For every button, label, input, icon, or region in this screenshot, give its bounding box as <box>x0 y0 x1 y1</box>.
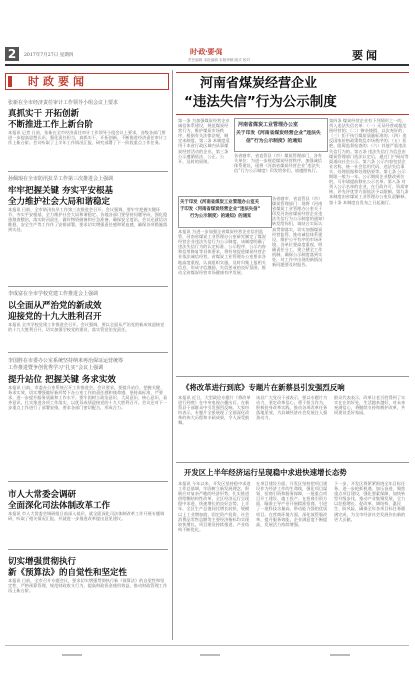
banner-label: 时政要闻 <box>28 75 88 88</box>
footer-ornament-left <box>62 654 82 656</box>
article6-title-line2: 新《预算法》的自觉性和坚定性 <box>8 568 128 578</box>
editor-line: 责任编辑 本报编辑 本版审稿 版式 校对 <box>188 58 251 62</box>
divider-a2 <box>8 286 168 287</box>
article4-kicker-line1: 李国胜在市委办公室系统坚持纳米再治保证运营统筹 <box>8 358 124 364</box>
article5-title-line2: 全面深化司法体制改革工作 <box>8 501 111 511</box>
story1-col1: 第一条 为加强煤炭经营企业诚信体系建设，规范煤炭经营行为，维护煤炭市场秩序，根据有关法律法规，制定本制度。第二条 本制度适用于本省行政区域内从事煤炭经营活动的企业。第三条 公示遵循依法、公正、公开、及时的原则。 <box>178 118 230 164</box>
footer-rule <box>5 645 409 646</box>
article2-kicker: 孙佩琅在全市防汛抗旱工作第三次推进会上强调 <box>8 176 114 182</box>
column-divider <box>172 70 173 640</box>
notice2-line1: 关于印发《河南省煤炭工业管理办公室关 <box>180 200 260 205</box>
article2-title-line2: 全力维护社会大局和谐稳定 <box>8 197 111 207</box>
article1-kicker: 张新在全市经济责任审计工作领导小组会议上要求 <box>8 100 119 106</box>
headline-rule-top <box>176 72 409 73</box>
notice2-line3: 行为公示制度〉的通知》的通知 <box>190 214 252 219</box>
notice2-line2: 于印发〈河南省煤炭经营企业“违法失信” <box>180 207 261 212</box>
story1-col3: 第四条 煤炭经营企业有下列情形之一的，列入违法失信名单：（一）无证经营或超范围经营的；（二）掺杂使假、以次充好的；（三）拒不执行煤炭质量标准的；（四）违反国家价格政策扰乱市场秩序的；（五）拒绝、阻碍监督检查的；（六）其他严重违法失信行为的。第五条 违法失信行为信息由煤炭管理部门依法认定后，通过门户网站等渠道向社会公示。第六条 公示内容包括企业名称、统一社会信用代码、违法失信事实、处理依据和处理结果等。第七条 公示期限一般为一年。公示期间企业整改到位的，可申请提前移出公示名单。第八条 对列入公示名单的企业，在行政许可、资质审核、评先评优等方面依法予以限制。第九条 本制度由省煤炭工业管理办公室负责解释。第十条 本制度自发布之日起施行。 <box>329 118 409 205</box>
footer-ornament-mid <box>200 654 220 656</box>
article5-body: 本报讯 市人大常委会调研组日前深入基层，就全面深化司法体制改革工作开展专题调研，听取了相关情况汇报，并就进一步推进改革提出意见建议。 <box>8 511 165 522</box>
story3-title: 开发区上半年经济运行呈现稳中求进快速增长态势 <box>184 468 347 477</box>
story2-body-col2: 该县广大党员干部表示，要以专题片为动力，坚定改革信心，勇于担当作为，积极投身改革实践，推动各项改革任务落地见效，为县域经济社会发展注入强劲动力。 <box>256 395 328 421</box>
article3-title-line2: 迎接党的十九大胜利召开 <box>8 312 102 322</box>
section-banner <box>5 73 169 90</box>
article1-title-line1: 真抓实干 开拓创新 <box>8 109 79 119</box>
date-line: 2017年7月27日 星期四 <box>24 53 74 58</box>
main-headline-line2: “违法失信”行为公示制度 <box>184 94 337 110</box>
headline-rule-bottom <box>176 114 409 115</box>
divider-a1 <box>8 171 168 172</box>
divider-story1 <box>176 376 409 377</box>
story3-body-col3: 下一步，开发区将紧紧围绕全年目标任务，进一步抢抓机遇、加压奋进，聚焦重点项目建设，强化要素保障，加快转型升级步伐，推动产业集聚发展，全力以赴稳增长、促改革、调结构、惠民生、防风险，确保全年各项目标任务圆满完成，为全市经济社会发展作出新的更大贡献。 <box>334 481 406 522</box>
article5-title-line1: 市人大常委会调研 <box>8 490 77 500</box>
article4-kicker-line2: 工作推进暨争创优秀学习“扎实”会议上强调 <box>8 365 104 371</box>
story3-body-col1: 本报讯 今年以来，开发区坚持稳中求进工作总基调，牢固树立新发展理念，积极应对复杂严峻的经济形势，扎实推进供给侧结构性改革，全区经济运行呈现稳中求进、快速增长的良好态势。上半年，全区生产总值同比增长较快，规模以上工业增加值、固定资产投资、社会消费品零售总额等主要经济指标均实现较快增长，项目建设持续推进，产业结构不断优化。 <box>178 481 251 532</box>
article1-title-line2: 不断推进工作上新台阶 <box>8 120 94 130</box>
article3-kicker: 李成富在全市学校党建工作推进会上强调 <box>8 291 99 297</box>
page-number: 2 <box>7 47 17 61</box>
notice1-line1: 河南省煤炭工业管理办公室 <box>238 122 299 128</box>
divider-a5 <box>8 549 168 550</box>
article6-body: 本报讯 日前，全市召开专题会议，要求切实增强贯彻执行新《预算法》的自觉性和坚定性，严格预算管理，规范财政收支行为，提高财政资金使用效益，推动财政管理工作再上新台阶。 <box>8 578 168 594</box>
notice1-line2: 关于印发《河南省煤炭经营企业“违法失 <box>236 131 321 136</box>
story1-col1b: 本报讯 为进一步加强全省煤炭经营企业信用监管，河南省煤炭工业管理办公室研究制定了煤炭经营企业违法失信行为公示制度。该制度明确了违法失信行为的认定标准、公示程序、公示内容和信用修复等具体要求，将有效促进煤炭经营企业依法诚信经营。省煤炭工业管理办公室要求各地高度重视，认真组织实施，及时归集上报相关信息，形成守信激励、失信惩戒的良好氛围，推动全省煤炭经营市场健康有序发展。 <box>178 229 266 275</box>
notice1-line3: 信”行为公示制度》的通知 <box>246 139 302 144</box>
masthead-small: 时·政·要·闻 <box>190 48 223 56</box>
article1-body: 本报讯 记者 日前，张新在全市经济责任审计工作领导小组会议上要求，各级各部门要进一步提高思想认识，强化责任担当，真抓实干，开拓创新，不断推进经济责任审计工作上新台阶。会议听取了上半年工作情况汇报，研究部署了下一阶段重点工作任务。 <box>8 130 168 146</box>
divider-story2 <box>176 462 409 463</box>
article3-body: 本报讯 全市学校党建工作推进会召开。会议强调，要以全面从严治党的新成效迎接党的十九大胜利召开，切实加强学校党的建设，落实管党治党责任。 <box>8 322 165 333</box>
article2-body: 本报讯 日前，全市防汛抗旱工作第三次推进会召开。会议强调，要牢牢把握关键环节，夯实平安根基，全力维护社会大局和谐稳定。各地各部门要坚持问题导向，强化隐患排查整治，落实防汛责任，做好物资储备和应急准备，确保安全度汛。会议还就信访维稳、安全生产等工作作了安排部署，要求切实增强责任感和紧迫感，确保各项措施落到实处。 <box>8 207 168 233</box>
section-title: 要闻 <box>352 49 380 62</box>
footer-ornament-right <box>330 654 350 656</box>
divider-a4 <box>8 481 168 482</box>
story2-body-col3: 群众代表表示，改革让老百姓得到了实实在在的好处，生活越来越好，对未来充满信心，将继续支持和拥护改革，共同建设美好家园。 <box>334 395 406 416</box>
article3-title-line1: 以全面从严治党的新成效 <box>8 301 102 311</box>
article4-body: 本报讯 日前，市委办公室系统召开工作推进会。会议要求，要提升站位、把握关键、务求实效，切实增强做好新形势下办公室工作的责任感和使命感，坚持高标准、严要求，进一步提升服务质量和工作水平。要牢固树立政治意识、大局意识、核心意识、看齐意识，扎实推进各项工作落实，以优异成绩迎接党的十九大胜利召开。会议还对下一步重点工作进行了部署安排，要求各部门密切配合，形成合力。 <box>8 385 168 411</box>
main-headline-line1: 河南省煤炭经营企业 <box>200 76 318 91</box>
story3-body-col2: 在项目建设方面，开发区坚持把项目建设作为经济工作的生命线，强化项目谋划、招商引资和服务保障，一批重点项目开工建设、竣工投产。在招商引资方面，瞄准主导产业开展精准招商，引进了一批科技含量高、带动能力强的优质项目。在营商环境方面，深化放管服改革，提升服务效能，企业满意度不断提高，发展活力持续增强。 <box>256 481 328 527</box>
article6-title-line1: 切实增强贯彻执行 <box>8 557 77 567</box>
divider-a3 <box>8 352 168 353</box>
story2-title: 《将改革进行到底》专题片在新蔡县引发强烈反响 <box>182 383 345 392</box>
notice1-body: 各省辖市、省直管县（市）煤炭管理部门，各有关单位：为进一步规范煤炭经营秩序，加强诚信体系建设，现将《河南省煤炭经营企业“违法失信”行为公示制度》印发给你们，请遵照执行。 <box>234 153 322 174</box>
banner-accent <box>8 76 12 87</box>
story1-col2a: 各省辖市、省直管县（市）煤炭管理部门：现将《河南省煤炭工业管理办公室关于印发河南省煤炭经营企业违法失信行为公示制度的通知》转发给你们，请结合实际认真贯彻落实，切实加强煤炭经营监管，推动诚信体系建设，维护公平有序的市场环境。各单位要高度重视，明确责任分工，建立健全工作机制，确保公示制度落到实处，对工作中出现的新情况新问题要及时报告。 <box>272 196 325 268</box>
header-rule <box>5 64 409 66</box>
article2-title-line1: 牢牢把握关键 夯实平安根基 <box>8 186 113 196</box>
story2-body-col1: 本报讯 近日，大型政论专题片《将改革进行到底》在中央电视台播出后，在新蔡县干部群众中引发强烈反响。大家纷纷表示，专题片全景展现了全面深化改革的伟大历程和丰硕成果，令人深受鼓舞。 <box>178 395 251 426</box>
article4-title: 提升站位 把握关键 务求实效 <box>8 375 116 385</box>
